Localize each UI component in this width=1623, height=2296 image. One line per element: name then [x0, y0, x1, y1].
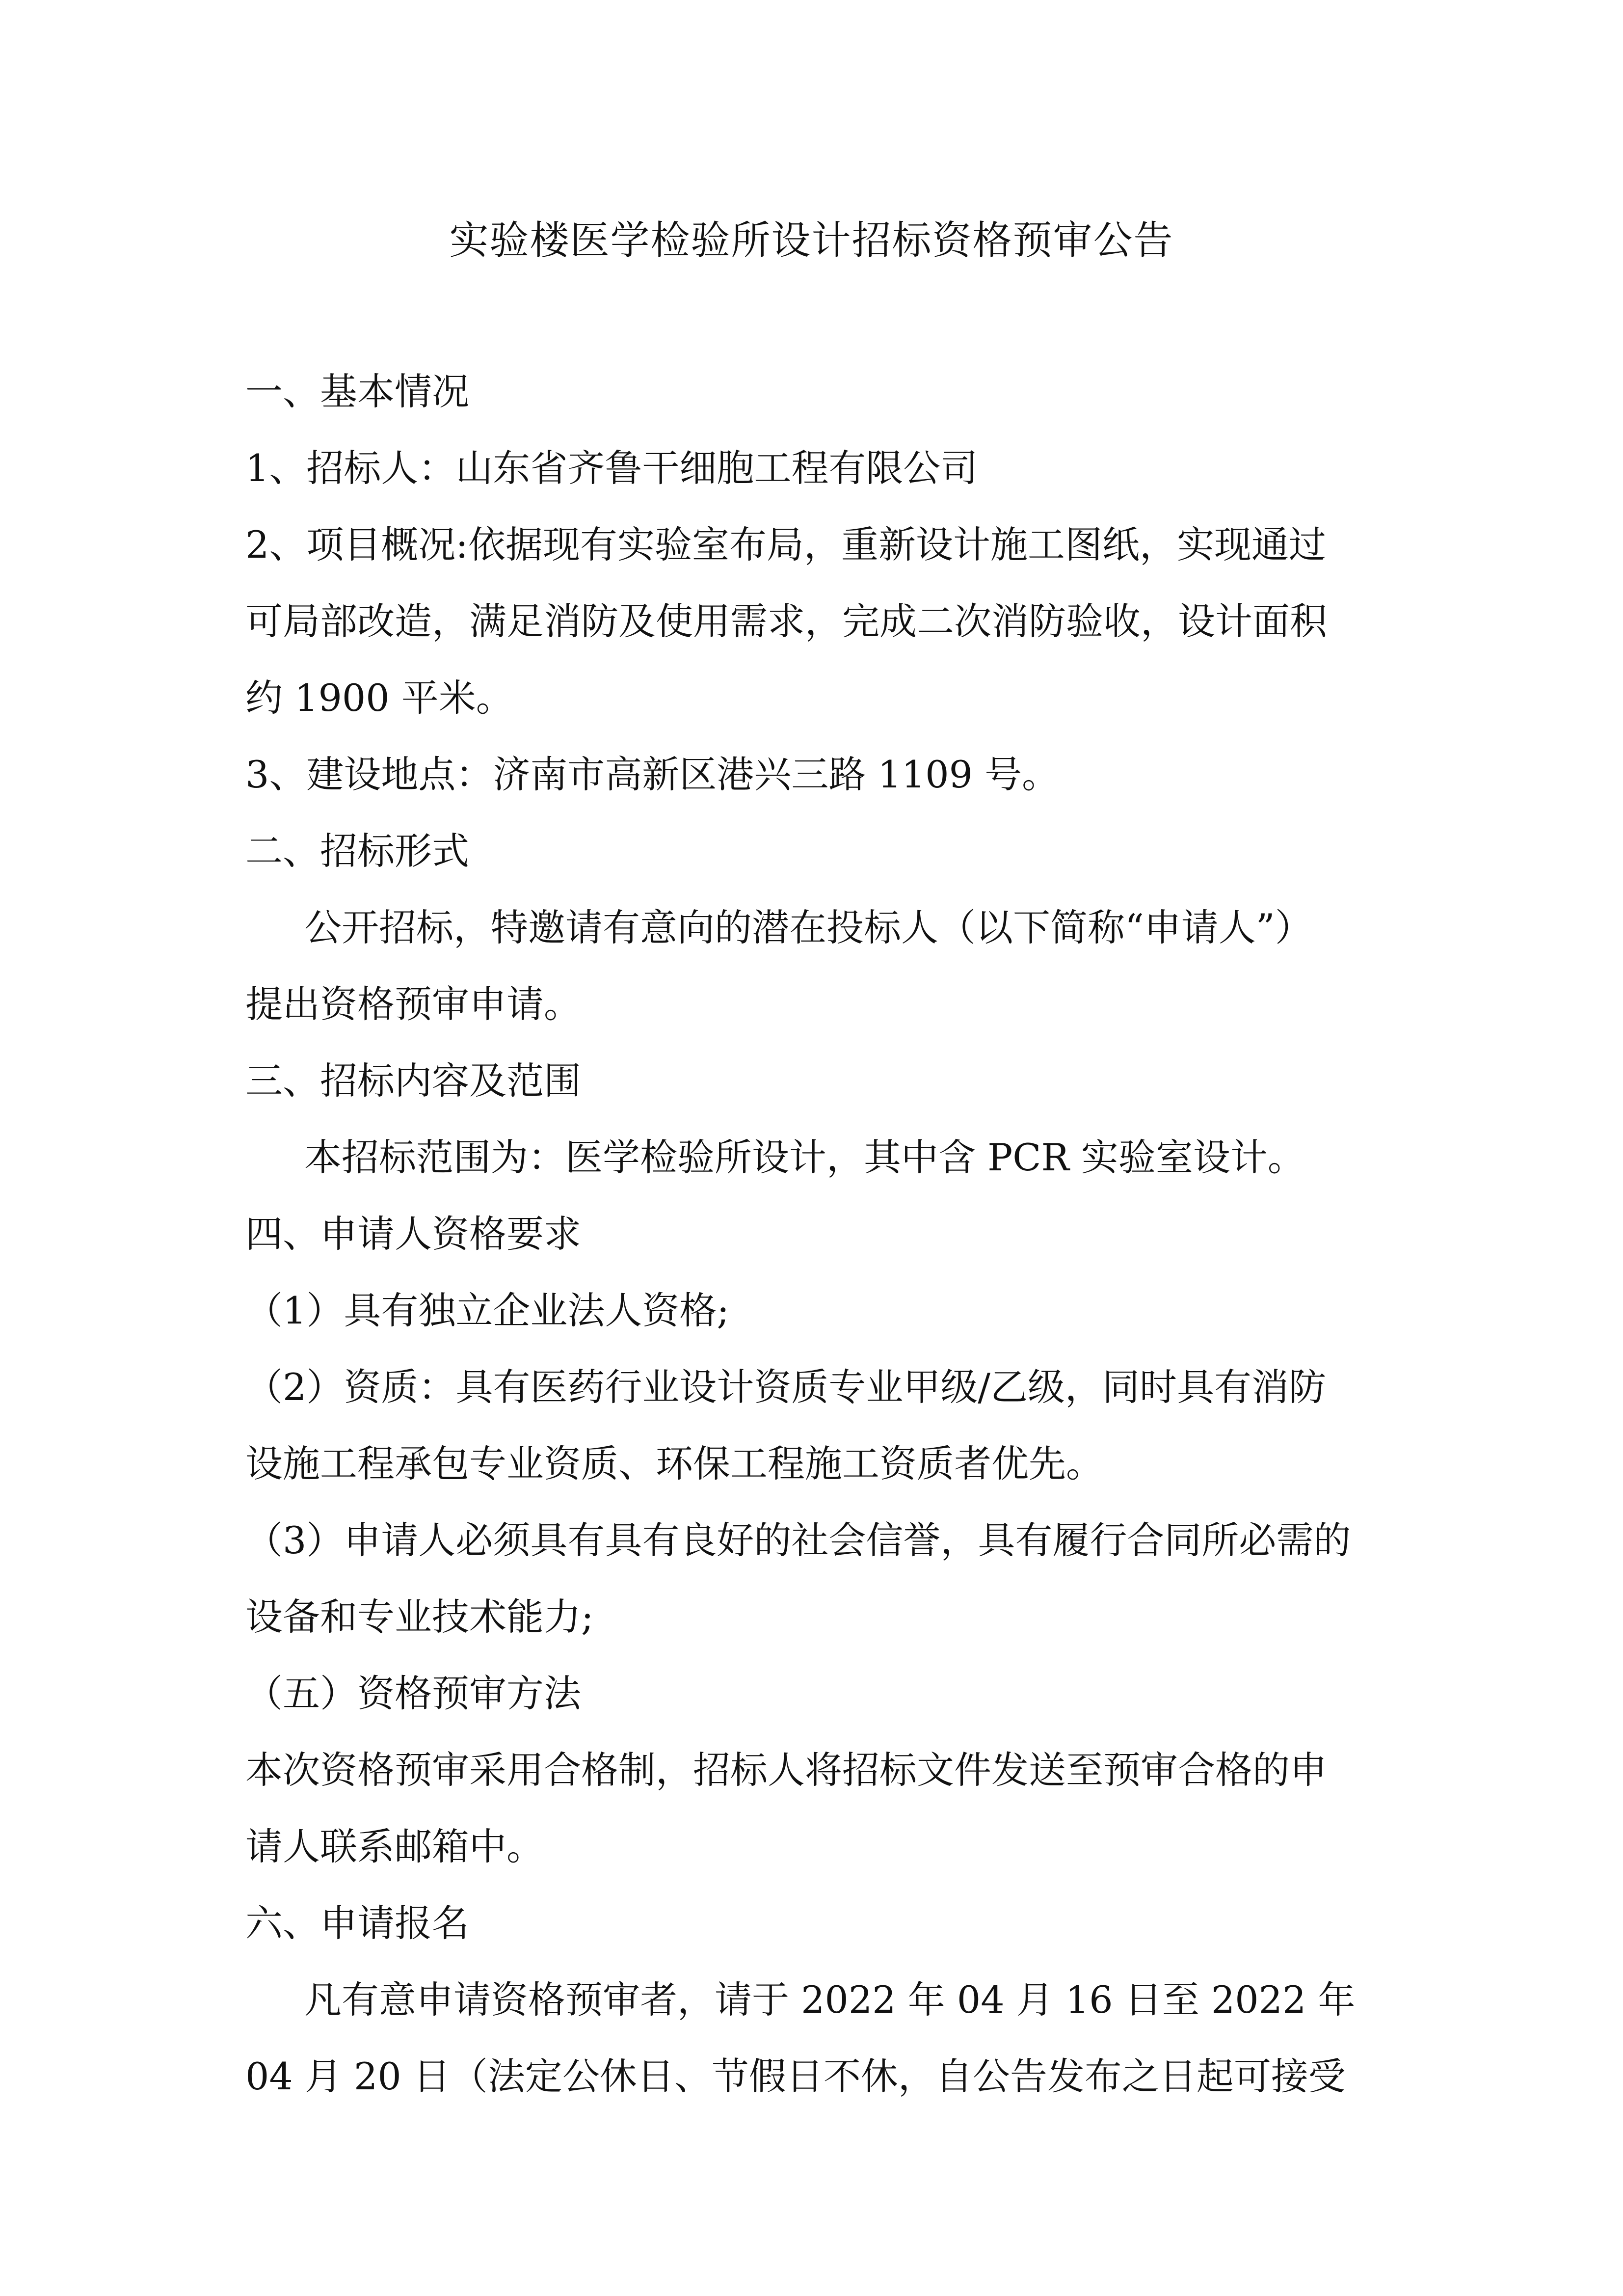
paragraph-line: 2、项目概况:依据现有实验室布局，重新设计施工图纸，实现通过 — [245, 523, 1326, 567]
section-heading-scope: 三、招标内容及范围 — [245, 1059, 581, 1103]
paragraph-line: 设备和专业技术能力; — [245, 1595, 594, 1639]
paragraph-line: 可局部改造，满足消防及使用需求，完成二次消防验收，设计面积 — [245, 599, 1327, 643]
section-heading-tender-form: 二、招标形式 — [245, 829, 469, 873]
paragraph-line: 3、建设地点：济南市高新区港兴三路 1109 号。 — [245, 753, 1060, 796]
document-body — [245, 353, 1389, 2115]
paragraph-line: 约 1900 平米。 — [245, 676, 513, 720]
paragraph-line: 设施工程承包专业资质、环保工程施工资质者优先。 — [245, 1442, 1103, 1486]
section-heading-basic-info: 一、基本情况 — [245, 370, 469, 413]
paragraph-line: 本次资格预审采用合格制，招标人将招标文件发送至预审合格的申 — [245, 1748, 1327, 1792]
paragraph-line: （1）具有独立企业法人资格; — [245, 1289, 729, 1332]
document-title: 实验楼医学检验所设计招标资格预审公告 — [449, 217, 1174, 263]
paragraph-line: 04 月 20 日（法定公休日、节假日不休，自公告发布之日起可接受 — [245, 2054, 1346, 2098]
section-heading-registration: 六、申请报名 — [245, 1901, 469, 1945]
paragraph-line: 本招标范围为：医学检验所设计，其中含 PCR 实验室设计。 — [304, 1135, 1305, 1179]
paragraph-line: （2）资质：具有医药行业设计资质专业甲级/乙级，同时具有消防 — [245, 1365, 1326, 1409]
paragraph-line: 提出资格预审申请。 — [245, 982, 581, 1026]
paragraph-line: 1、招标人：山东省齐鲁干细胞工程有限公司 — [245, 446, 978, 490]
paragraph-line: 公开招标，特邀请有意向的潜在投标人（以下简称“申请人”） — [304, 906, 1312, 949]
paragraph-line: 请人联系邮箱中。 — [245, 1825, 544, 1868]
paragraph-line: 凡有意申请资格预审者，请于 2022 年 04 月 16 日至 2022 年 — [304, 1978, 1356, 2022]
paragraph-line: （3）申请人必须具有具有良好的社会信誉，具有履行合同所必需的 — [245, 1518, 1351, 1562]
section-heading-prequalification-method: （五）资格预审方法 — [245, 1672, 581, 1715]
section-heading-qualification: 四、申请人资格要求 — [245, 1212, 581, 1256]
